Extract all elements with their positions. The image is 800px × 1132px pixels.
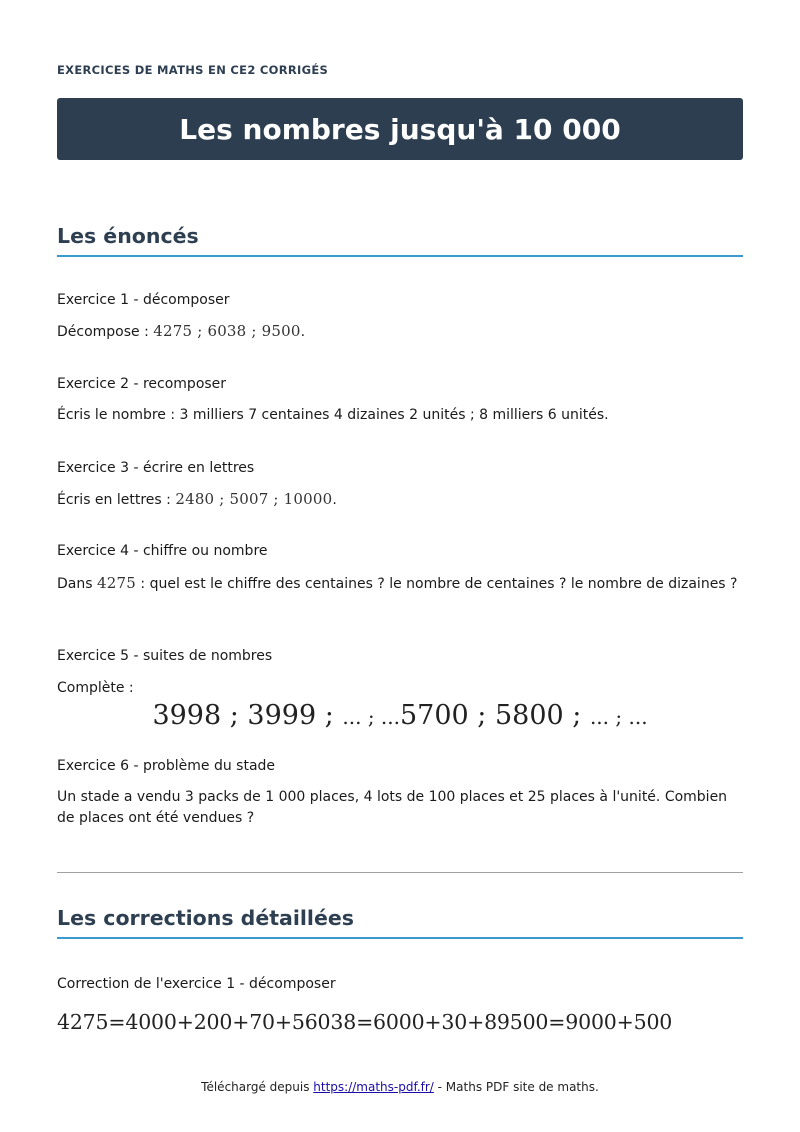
exercise-1-math: 4275 ; 6038 ; 9500 (153, 322, 301, 340)
sequence-part-b: 5700 ; 5800 ; (400, 700, 590, 731)
correction-1-math: 4275=4000+200+70+56038=6000+30+89500=9000+500 (57, 1010, 673, 1034)
sequence-part-a: 3998 ; 3999 ; (152, 700, 343, 731)
statements-heading: Les énoncés (57, 224, 743, 257)
title-banner (57, 98, 743, 160)
sequence-dots-b: ... ; ... (589, 705, 648, 729)
exercise-1-text (57, 321, 743, 343)
page-footer (0, 1080, 800, 1094)
exercise-2-title: Exercice 2 - recomposer (57, 376, 227, 392)
document-kicker: EXERCICES DE MATHS EN CE2 CORRIGÉS (57, 63, 329, 77)
page-title: Les nombres jusqu'à 10 000 (179, 112, 621, 146)
exercise-4-prefix: Dans (57, 576, 97, 592)
exercise-6-title: Exercice 6 - problème du stade (57, 758, 276, 774)
corrections-heading: Les corrections détaillées (57, 906, 743, 939)
section-divider (57, 872, 743, 873)
exercise-1-suffix: . (300, 324, 306, 340)
correction-1-title: Correction de l'exercice 1 - décomposer (57, 976, 336, 992)
exercise-3-suffix: . (332, 492, 337, 508)
exercise-5-title: Exercice 5 - suites de nombres (57, 648, 273, 664)
exercise-3-text (57, 489, 743, 511)
exercise-2-text: Écris le nombre : 3 milliers 7 centaines 4 dizaines 2 unités ; 8 milliers 6 unités. (57, 407, 609, 423)
exercise-3-prefix: Écris en lettres : (57, 492, 176, 508)
footer-prefix: Téléchargé depuis (201, 1080, 314, 1094)
exercise-6-text: Un stade a vendu 3 packs de 1 000 places, 4 lots de 100 places et 25 places à l'unité. Combien de places ont été vendues ? (57, 789, 728, 826)
exercise-1-prefix: Décompose : (57, 324, 154, 340)
exercise-3-math: 2480 ; 5007 ; 10000 (175, 490, 333, 508)
exercise-4-math: 4275 (96, 574, 136, 592)
exercise-5-sequence (57, 700, 743, 731)
footer-link[interactable]: https://maths-pdf.fr/ (313, 1080, 434, 1094)
footer-suffix: - Maths PDF site de maths. (433, 1080, 599, 1094)
exercise-3-title: Exercice 3 - écrire en lettres (57, 460, 255, 476)
exercise-4-title: Exercice 4 - chiffre ou nombre (57, 543, 268, 559)
exercise-5-prefix: Complète : (57, 680, 134, 696)
exercise-4-text (57, 573, 743, 595)
sequence-dots-a: ... ; ... (342, 705, 400, 729)
exercise-4-suffix: : quel est le chiffre des centaines ? le nombre de centaines ? le nombre de dizaines ? (135, 576, 738, 592)
exercise-1-title: Exercice 1 - décomposer (57, 292, 230, 308)
